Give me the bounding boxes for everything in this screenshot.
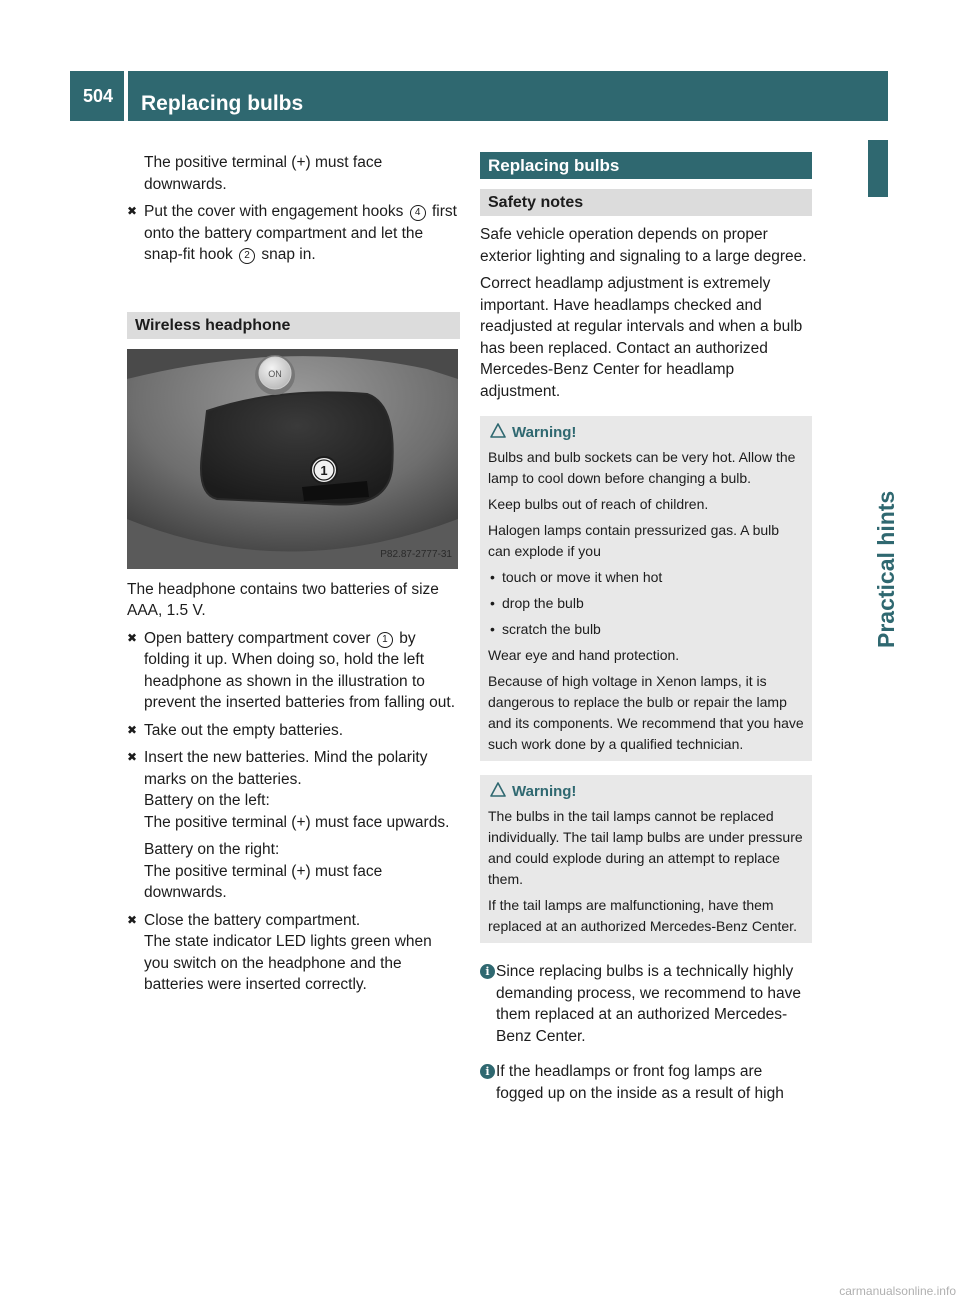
side-tab-block xyxy=(868,140,888,197)
warning-box-bulbs xyxy=(480,416,812,761)
warning-triangle-icon xyxy=(490,782,506,798)
para-headlamp-adjustment: Correct headlamp adjustment is extremely important. Have headlamps checked and readjusted at regular intervals and when a bulb has been replaced. Contact an authorized Mercedes-Benz Center for headlamp adjustment. xyxy=(480,275,803,400)
info-note-fogged xyxy=(480,1061,812,1104)
warning-text: Wear eye and hand protection. xyxy=(488,647,680,663)
photo-code: P82.87-2777-31 xyxy=(380,549,452,560)
warning-title xyxy=(488,781,805,802)
side-tab-label-wrap xyxy=(872,168,912,648)
step-arrow-icon: ✖ xyxy=(127,722,138,737)
warning-box-tail-lamps xyxy=(480,775,812,943)
step-open-cover xyxy=(127,628,460,714)
step-text: The positive terminal (+) must face downwards. xyxy=(144,862,383,901)
left-column xyxy=(127,152,460,1002)
photo-callout: 1 xyxy=(320,462,328,478)
info-text: Since replacing bulbs is a technically highly demanding process, we recommend to have them replaced at an authorized Mercedes-Benz Center. xyxy=(496,963,801,1045)
callout-number: 4 xyxy=(410,205,426,221)
step-text: The positive terminal (+) must face upwards. xyxy=(144,813,450,831)
callout-number: 1 xyxy=(377,632,393,648)
subsection-heading-safety-notes: Safety notes xyxy=(480,189,812,216)
step-text: Close the battery compartment. xyxy=(144,911,361,929)
step-text: Take out the empty batteries. xyxy=(144,721,344,739)
headphone-illustration xyxy=(127,349,458,569)
batteries-text: The headphone contains two batteries of size AAA, 1.5 V. xyxy=(127,580,439,619)
step-arrow-icon: ✖ xyxy=(127,204,138,218)
info-text: If the headlamps or front fog lamps are fogged up on the inside as a result of high xyxy=(496,1063,784,1102)
step-take-out xyxy=(127,720,460,742)
step-text: The state indicator LED lights green when you switch on the headphone and the batteries were inserted correctly. xyxy=(144,933,432,993)
step-text: Battery on the right: xyxy=(144,841,280,858)
page-number: 504 xyxy=(83,86,114,106)
warning-title xyxy=(488,422,805,443)
bullet-icon: • xyxy=(490,595,495,611)
page-title: Replacing bulbs xyxy=(141,92,304,115)
bullet-item xyxy=(488,593,805,614)
bullet-icon: • xyxy=(490,621,495,637)
warning-text: Bulbs and bulb sockets can be very hot. Allow the lamp to cool down before changing a bulb. xyxy=(488,449,796,486)
callout-number: 2 xyxy=(239,248,255,264)
step-arrow-icon: ✖ xyxy=(127,750,138,764)
warning-text: Because of high voltage in Xenon lamps, it is dangerous to replace the bulb or repair the lamp and its components. We recommend that you have such work done by a qualified technician. xyxy=(488,673,804,752)
step-text: snap in. xyxy=(257,246,316,263)
info-icon: i xyxy=(480,1064,495,1079)
step-text: Open battery compartment cover xyxy=(144,629,375,647)
intro-text: The positive terminal (+) must face downwards. xyxy=(144,154,383,193)
warning-title-text: Warning! xyxy=(512,783,577,800)
section-heading-replacing-bulbs: Replacing bulbs xyxy=(480,152,812,179)
step-put-cover xyxy=(127,201,460,266)
headphone-photo xyxy=(127,349,458,569)
step-arrow-icon: ✖ xyxy=(127,912,138,927)
bullet-icon: • xyxy=(490,569,495,585)
bullet-item xyxy=(488,619,805,640)
step-text: Battery on the left: xyxy=(144,792,270,809)
bullet-item xyxy=(488,567,805,588)
watermark: carmanualsonline.info xyxy=(839,1284,956,1298)
info-note-replacing xyxy=(480,961,812,1047)
step-insert xyxy=(127,747,460,904)
right-column xyxy=(480,152,812,1118)
step-arrow-icon: ✖ xyxy=(127,630,138,645)
bullet-text: drop the bulb xyxy=(502,595,584,611)
bullet-text: scratch the bulb xyxy=(502,621,601,637)
para-safe-operation: Safe vehicle operation depends on proper exterior lighting and signaling to a large degree. xyxy=(480,226,807,265)
section-heading-wireless-headphone: Wireless headphone xyxy=(127,312,460,339)
warning-triangle-icon xyxy=(490,423,506,439)
step-text: first onto the battery compartment and let the snap-fit hook xyxy=(144,203,457,263)
step-close xyxy=(127,910,460,996)
info-icon: i xyxy=(480,964,495,979)
warning-title-text: Warning! xyxy=(512,424,577,441)
header-divider xyxy=(124,71,128,121)
warning-text: Halogen lamps contain pressurized gas. A bulb can explode if you xyxy=(488,522,780,559)
warning-text: The bulbs in the tail lamps cannot be replaced individually. The tail lamp bulbs are under pressure and could explode during an attempt to replace them. xyxy=(488,808,803,887)
step-text: Insert the new batteries. Mind the polarity marks on the batteries. xyxy=(144,749,428,788)
warning-text: If the tail lamps are malfunctioning, have them replaced at an authorized Mercedes-Benz Center. xyxy=(488,897,797,934)
step-text: by folding it up. When doing so, hold the left headphone as shown in the illustration to prevent the inserted batteries from falling out. xyxy=(144,629,456,711)
step-text: Put the cover with engagement hooks xyxy=(144,203,408,220)
bullet-text: touch or move it when hot xyxy=(502,569,663,585)
warning-text: Keep bulbs out of reach of children. xyxy=(488,496,709,512)
on-button-label: ON xyxy=(268,368,282,379)
side-tab-label: Practical hints xyxy=(873,490,899,648)
